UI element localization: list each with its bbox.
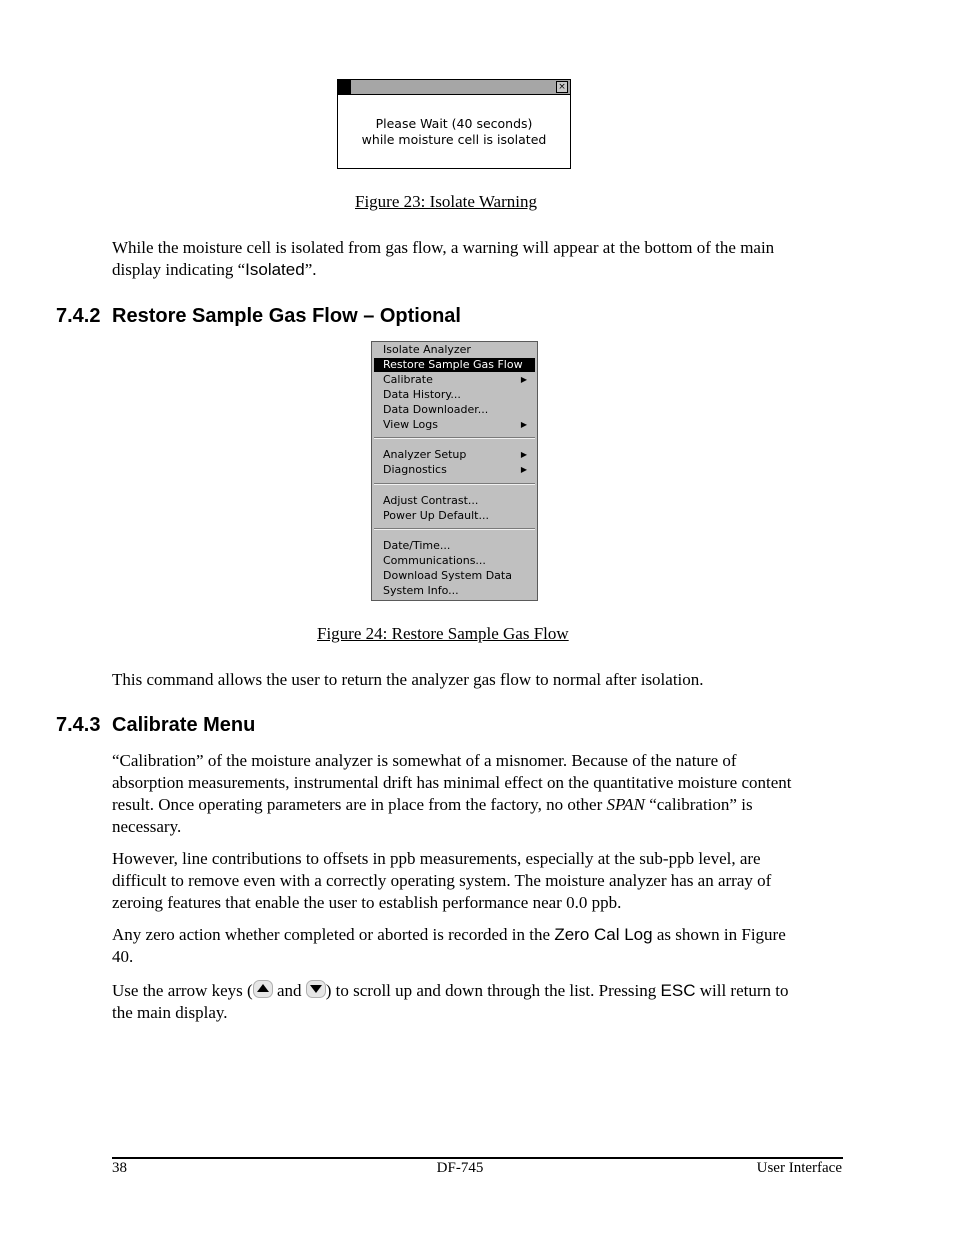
section-number: 7.4.3 (56, 714, 101, 736)
menu-item-label: Data Downloader... (383, 403, 489, 416)
section-heading-7-4-2 (56, 305, 461, 328)
submenu-arrow-icon: ▶ (520, 450, 527, 459)
menu-item-label: Isolate Analyzer (383, 343, 471, 356)
isolated-keyword: Isolated (245, 260, 305, 279)
menu-item[interactable] (374, 373, 535, 387)
menu-separator (374, 528, 535, 530)
footer-doc-id: DF-745 (436, 1160, 484, 1176)
dialog-message (338, 116, 570, 148)
menu-item-label: Communications... (383, 554, 486, 567)
paragraph-calibration-1-text: “Calibration” of the moisture analyzer is somewhat of a misnomer. Because of the nature of absorption measurements, instrumental drift has minimal effect on the quantitative moisture content result. Once operating parameters are in place from the factory, no other (112, 751, 792, 814)
span-term: SPAN (606, 795, 645, 814)
menu-item-label: Power Up Default... (383, 509, 489, 522)
section-title: Calibrate Menu (112, 714, 256, 736)
paragraph-calibration-3-end: as shown in Figure 40. (112, 925, 786, 966)
menu-item[interactable] (374, 554, 535, 568)
section-title: Restore Sample Gas Flow – Optional (112, 305, 461, 327)
menu-item[interactable] (374, 463, 535, 477)
figure-23-caption: Figure 23: Isolate Warning (355, 192, 537, 211)
menu-separator (374, 483, 535, 485)
paragraph-calibration-1-end: “calibration” is necessary. (112, 795, 753, 836)
main-menu (371, 341, 538, 601)
submenu-arrow-icon: ▶ (520, 420, 527, 429)
section-heading-7-4-3 (56, 714, 255, 737)
paragraph-calibration-4-and: and (272, 981, 306, 1000)
footer-section: User Interface (756, 1160, 842, 1176)
arrow-down-key-icon (306, 980, 326, 998)
zero-cal-log-keyword: Zero Cal Log (554, 925, 653, 944)
paragraph-calibration-2: However, line contributions to offsets in ppb measurements, especially at the sub-ppb level, are difficult to remove even with a correctly operating system. The moisture analyzer has an array of zeroing features that enable the user to establish performance near 0.0 ppb. (112, 849, 772, 912)
menu-item-label: Calibrate (383, 373, 433, 386)
isolate-warning-dialog (337, 79, 571, 169)
section-number: 7.4.2 (56, 305, 101, 327)
menu-item[interactable] (374, 343, 535, 357)
submenu-arrow-icon: ▶ (520, 465, 527, 474)
menu-item-label: System Info... (383, 584, 459, 597)
footer-rule (112, 1157, 843, 1159)
menu-item[interactable] (374, 569, 535, 583)
menu-item[interactable] (374, 358, 535, 372)
menu-item-label: Adjust Contrast... (383, 494, 479, 507)
paragraph-calibration-4-mid: ) to scroll up and down through the list. Pressing (325, 981, 661, 1000)
paragraph-calibration-4-text: Use the arrow keys ( (112, 981, 253, 1000)
paragraph-isolated (112, 237, 812, 281)
submenu-arrow-icon: ▶ (520, 375, 527, 384)
dialog-message-line2: while moisture cell is isolated (361, 132, 547, 147)
menu-item-label: Download System Data (383, 569, 512, 582)
menu-item[interactable] (374, 418, 535, 432)
paragraph-isolated-text: While the moisture cell is isolated from gas flow, a warning will appear at the bottom of the main display indicating “ (112, 238, 775, 279)
dialog-message-line1: Please Wait (40 seconds) (375, 116, 533, 131)
paragraph-restore: This command allows the user to return the analyzer gas flow to normal after isolation. (112, 670, 704, 689)
system-menu-box[interactable] (338, 80, 351, 94)
menu-item[interactable] (374, 584, 535, 598)
close-icon[interactable]: × (556, 81, 568, 93)
menu-item[interactable] (374, 403, 535, 417)
paragraph-calibration-3 (112, 924, 798, 968)
menu-item-label: Diagnostics (383, 463, 447, 476)
menu-separator (374, 437, 535, 439)
menu-item-label: Data History... (383, 388, 461, 401)
paragraph-isolated-end: ”. (304, 260, 317, 279)
arrow-up-key-icon (253, 980, 273, 998)
menu-item[interactable] (374, 388, 535, 402)
paragraph-calibration-3-text: Any zero action whether completed or aborted is recorded in the (112, 925, 555, 944)
menu-item[interactable] (374, 539, 535, 553)
paragraph-calibration-4 (112, 980, 812, 1024)
paragraph-calibration-4-end: will return to the main display. (112, 981, 789, 1022)
menu-item-label: Analyzer Setup (383, 448, 467, 461)
menu-item[interactable] (374, 494, 535, 508)
menu-item[interactable] (374, 509, 535, 523)
footer-page-number: 38 (112, 1160, 127, 1176)
menu-item-label: View Logs (383, 418, 438, 431)
menu-item-label: Date/Time... (383, 539, 451, 552)
dialog-titlebar (338, 80, 570, 95)
paragraph-calibration-1 (112, 750, 798, 838)
esc-keyword: ESC (660, 981, 696, 1000)
figure-24-caption: Figure 24: Restore Sample Gas Flow (317, 624, 569, 643)
menu-item-label: Restore Sample Gas Flow (383, 358, 523, 371)
menu-item[interactable] (374, 448, 535, 462)
